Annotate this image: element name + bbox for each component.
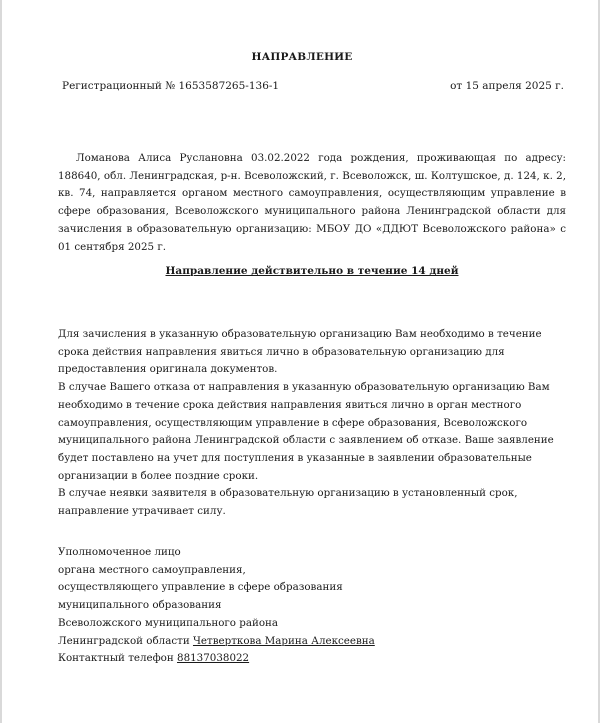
document-date: от 15 апреля 2025 г. — [450, 80, 564, 92]
registration-number: Регистрационный № 1653587265-136-1 — [62, 80, 280, 92]
instruction-paragraph: В случае Вашего отказа от направления в указанную образовательную организацию Вам необходимо в течение срока действия направления явиться лично в орган местного самоуправления, осуществляющим управление в сфере образования, Всеволожского муниципального района Ленинградской области с заявлением об отказе. Ваше заявление будет поставлено на учет для поступления в указанные в заявлении образовательные организации в более поздние сроки. — [58, 381, 554, 482]
instruction-paragraph: Для зачисления в указанную образовательную организацию Вам необходимо в течение срока действия направления явиться лично в образовательную организацию для предоставления оригинала документов. — [58, 328, 542, 376]
signature-line: осуществляющего управление в сфере образования — [58, 581, 343, 594]
signature-line: Уполномоченное лицо — [58, 546, 181, 558]
phone-label: Контактный телефон — [58, 652, 174, 665]
main-paragraph: Ломанова Алиса Руслановна 03.02.2022 года рождения, проживающая по адресу: 188640, обл. Ленинградская, р-н. Всеволожский, г. Всеволожск, ш. Колтушское, д. 124, к. 2, кв. 74, направляется органом местного самоуправления, осуществляющим управление в сфере образования, Всеволожского муниципального района Ленинградской области для зачисления в образовательную организацию: МБОУ ДО «ДДЮТ Всеволожского района» с 01 сентября 2025 г. — [58, 152, 566, 253]
signature-line: муниципального образования — [58, 599, 222, 612]
signature-block — [58, 544, 566, 668]
signature-line: Всеволожского муниципального района — [58, 616, 279, 629]
instruction-paragraph: В случае неявки заявителя в образовательную организацию в установленный срок, направление утрачивает силу. — [58, 487, 518, 518]
signature-line: органа местного самоуправления, — [58, 563, 246, 576]
validity-notice: Направление действительно в течение 14 дней — [165, 265, 459, 277]
document-title: НАПРАВЛЕНИЕ — [251, 51, 353, 63]
phone-number[interactable]: 88137038022 — [177, 652, 250, 665]
contact-phone-line — [58, 650, 566, 668]
signature-official-line — [58, 633, 566, 651]
region-prefix: Ленинградской области — [58, 634, 190, 647]
official-name: Четверткова Марина Алексеевна — [192, 634, 375, 647]
registration-row — [62, 80, 564, 92]
instructions-block — [58, 326, 566, 521]
